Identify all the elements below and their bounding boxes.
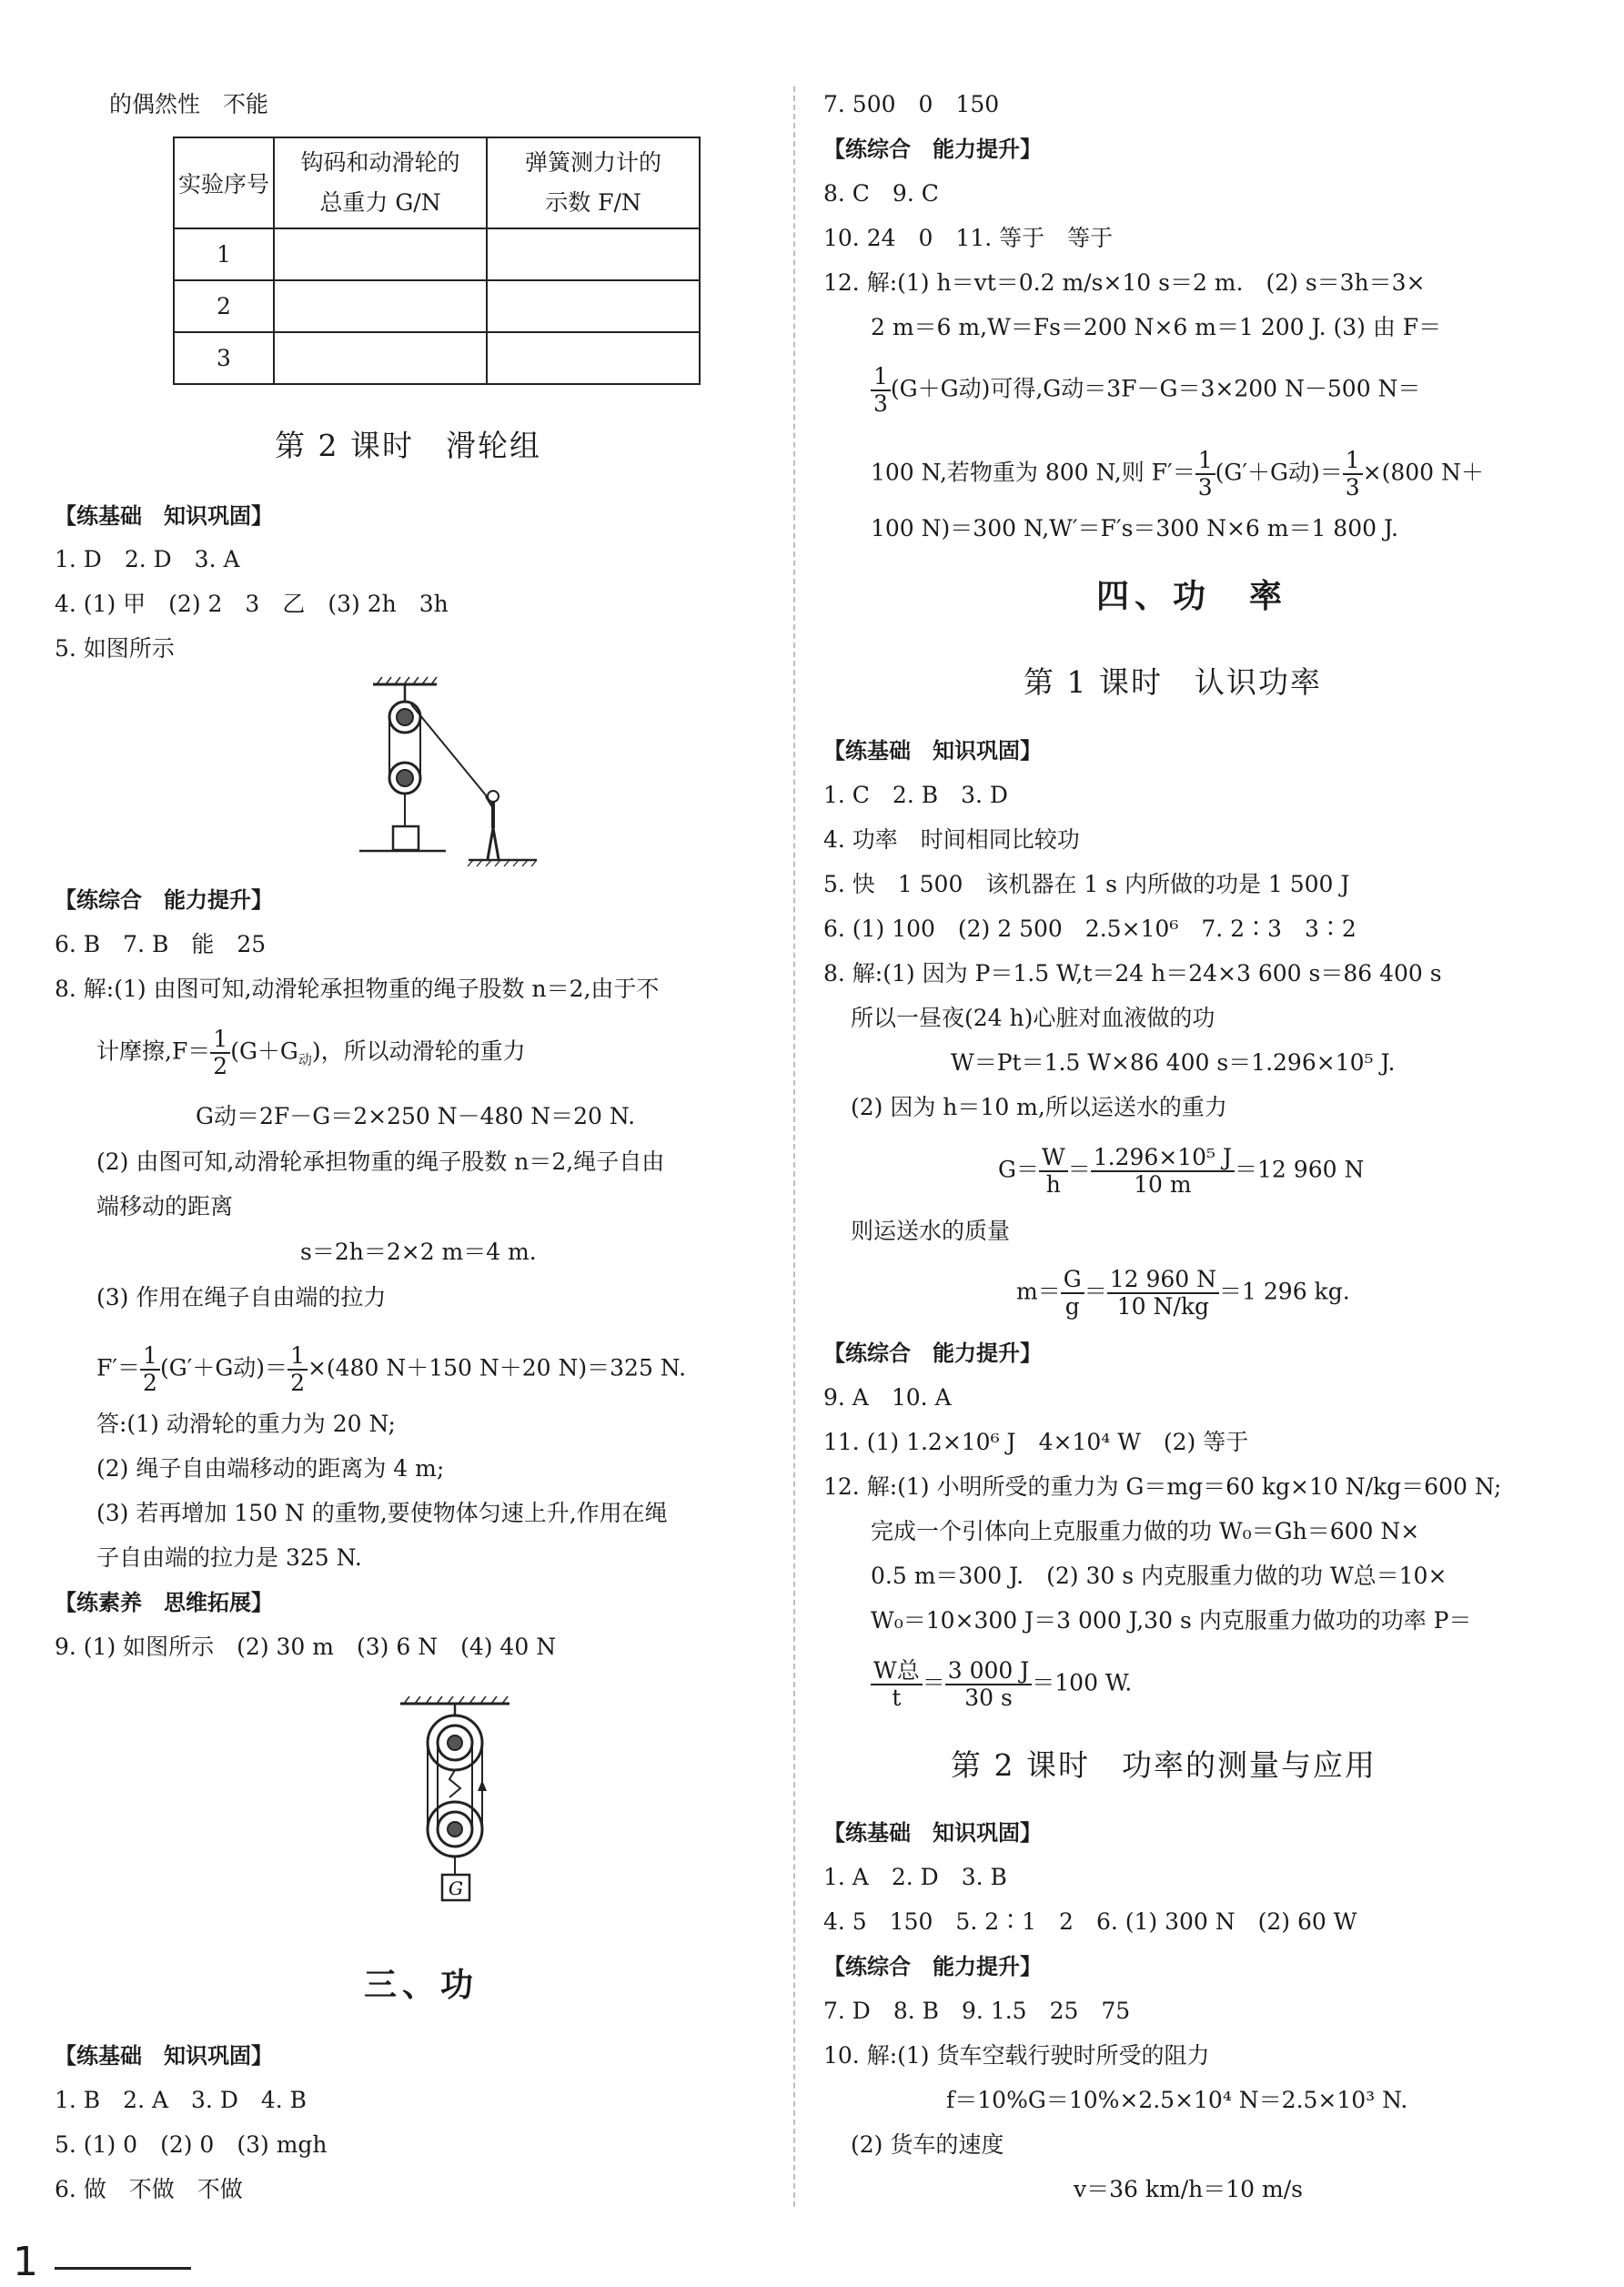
pulley-figure-block (391, 1693, 519, 1911)
subscript: 动 (298, 1051, 312, 1068)
section-heading: 【练综合 能力提升】 (823, 137, 1042, 162)
answer-line: 8. 解:(1) 由图可知,动滑轮承担物重的绳子股数 n＝2,由于不 (55, 976, 660, 1002)
formula-text: (G′＋G动)＝ (1215, 459, 1343, 486)
fraction (1107, 1267, 1219, 1320)
answer-line: 则运送水的质量 (851, 1218, 1011, 1244)
table-cell: 2 (174, 280, 274, 332)
denominator: 10 N/kg (1116, 1293, 1209, 1320)
fraction (1195, 448, 1215, 501)
formula-text: ＝100 W. (1032, 1669, 1133, 1696)
denominator: 2 (290, 1370, 305, 1396)
answer-line: 4. 5 150 5. 2∶1 2 6. (1) 300 N (2) 60 W (823, 1908, 1357, 1935)
table-cell (274, 228, 487, 280)
formula-text: 100 N,若物重为 800 N,则 F′＝ (871, 459, 1195, 486)
formula-text: (G＋G动)可得,G动＝3F－G＝3×200 N－500 N＝ (890, 375, 1421, 402)
header-line: 钩码和动滑轮的 (300, 149, 460, 176)
table-cell (487, 280, 700, 332)
section-heading: 【练综合 能力提升】 (823, 1341, 1042, 1366)
answer-line: 100 N)＝300 N,W′＝F′s＝300 N×6 m＝1 800 J. (871, 515, 1398, 541)
answer-line: 2 m＝6 m,W＝Fs＝200 N×6 m＝1 200 J. (3) 由 F＝ (871, 314, 1442, 340)
answer-line: 完成一个引体向上克服重力做的功 W₀＝Gh＝600 N× (871, 1518, 1420, 1544)
denominator: 2 (213, 1053, 228, 1079)
answer-line: 9. (1) 如图所示 (2) 30 m (3) 6 N (4) 40 N (55, 1634, 557, 1660)
lesson-title: 第 2 课时 功率的测量与应用 (951, 1747, 1377, 1783)
formula-line (871, 364, 1420, 417)
experiment-table (173, 137, 701, 385)
answer-line: 1. D 2. D 3. A (55, 546, 240, 572)
answer-line: (2) 由图可知,动滑轮承担物重的绳子股数 n＝2,绳子自由 (96, 1149, 665, 1175)
table-header-index: 实验序号 (174, 137, 274, 228)
answer-line: 端移动的距离 (96, 1193, 234, 1219)
denominator: 3 (1345, 474, 1360, 501)
answer-line: 10. 解:(1) 货车空载行驶时所受的阻力 (823, 2042, 1210, 2069)
formula-text: ×(480 N＋150 N＋20 N)＝325 N. (307, 1354, 687, 1381)
formula-line: $\frac{\text{W总}}{t}$ ＝ $\frac{3 000 J}{30 s}$ ＝100 W. (871, 1658, 1132, 1711)
column-divider (793, 86, 795, 2207)
numerator: W总 (871, 1658, 923, 1685)
table-row (174, 228, 700, 280)
lesson-title: 第 1 课时 认识功率 (1024, 664, 1322, 700)
answer-line: 12. 解:(1) 小明所受的重力为 G＝mg＝60 kg×10 N/kg＝600 N; (823, 1473, 1502, 1500)
answer-line: 5. 快 1 500 该机器在 1 s 内所做的功是 1 500 J (823, 871, 1350, 897)
formula-line (871, 448, 1484, 501)
answer-line: 1. A 2. D 3. B (823, 1864, 1007, 1890)
section-heading: 【练基础 知识巩固】 (823, 738, 1042, 764)
section-heading: 【练综合 能力提升】 (55, 887, 273, 913)
answer-line: (2) 绳子自由端移动的距离为 4 m; (96, 1455, 445, 1482)
numerator: 1 (871, 364, 891, 391)
answer-line: (3) 若再增加 150 N 的重物,要使物体匀速上升,作用在绳 (96, 1500, 668, 1526)
denominator: g (1064, 1293, 1080, 1320)
lesson-title: 第 2 课时 滑轮组 (275, 428, 541, 463)
numerator: 1 (287, 1343, 308, 1371)
numerator: G (1061, 1267, 1084, 1294)
formula-line: s＝2h＝2×2 m＝4 m. (300, 1239, 537, 1265)
answer-line: 7. 500 0 150 (823, 91, 1000, 117)
answer-line: (2) 因为 h＝10 m,所以运送水的重力 (851, 1094, 1227, 1120)
chapter-title: 三、功 (364, 1967, 479, 2004)
answer-line: 6. 做 不做 不做 (55, 2176, 243, 2202)
formula-text: ×(800 N＋ (1362, 459, 1484, 486)
formula-line: f＝10%G＝10%×2.5×10⁴ N＝2.5×10³ N. (946, 2087, 1408, 2113)
weight-label: G (449, 1877, 463, 1899)
table-cell (487, 228, 700, 280)
table-header-total-weight (274, 137, 487, 228)
answer-line: 1. B 2. A 3. D 4. B (55, 2087, 308, 2113)
fraction (1061, 1267, 1084, 1320)
formula-line (96, 1343, 686, 1396)
formula-text: (G＋G (230, 1037, 298, 1065)
answer-line: W₀＝10×300 J＝3 000 J,30 s 内克服重力做功的功率 P＝ (871, 1607, 1472, 1634)
fraction (1091, 1145, 1235, 1198)
answer-line: 9. A 10. A (823, 1384, 952, 1411)
header-line: 总重力 G/N (319, 189, 441, 216)
fraction (1343, 448, 1363, 501)
page-footer-rule (55, 2267, 191, 2270)
answer-line: 6. B 7. B 能 25 (55, 931, 267, 957)
pulley-figure-person (355, 673, 573, 874)
answer-line: 12. 解:(1) h＝vt＝0.2 m/s×10 s＝2 m. (2) s＝3h＝3× (823, 269, 1426, 296)
answer-line: 答:(1) 动滑轮的重力为 20 N; (96, 1411, 396, 1437)
table-row (174, 332, 700, 384)
formula-line: G＝ $\frac{W}{h}$ ＝ $\frac{\text{1.296×10⁵ J}}{10 m}$ ＝12 960 N (998, 1144, 1365, 1198)
denominator: 2 (143, 1370, 157, 1396)
table-header-spring-reading (487, 137, 700, 228)
page-number: 1 (13, 2239, 38, 2285)
numerator: W (1039, 1145, 1068, 1172)
fraction (210, 1027, 230, 1079)
answer-line: 8. C 9. C (823, 180, 939, 207)
fraction (871, 364, 891, 417)
formula-text: ＝1 296 kg. (1219, 1278, 1350, 1305)
fraction (287, 1343, 308, 1396)
section-heading: 【练素养 思维拓展】 (55, 1590, 273, 1615)
table-row (174, 280, 700, 332)
table-cell: 1 (174, 228, 274, 280)
numerator: 3 000 J (945, 1658, 1033, 1685)
numerator: 12 960 N (1107, 1267, 1219, 1294)
answer-line: 11. (1) 1.2×10⁶ J 4×10⁴ W (2) 等于 (823, 1429, 1249, 1455)
answer-line: 10. 24 0 11. 等于 等于 (823, 225, 1114, 251)
denominator: 3 (873, 390, 888, 417)
table-cell (274, 332, 487, 384)
answer-line: 4. 功率 时间相同比较功 (823, 826, 1080, 853)
formula-line: v＝36 km/h＝10 m/s (1074, 2176, 1303, 2202)
table-cell: 3 (174, 332, 274, 384)
section-heading: 【练综合 能力提升】 (823, 1954, 1042, 1979)
numerator: 1 (210, 1027, 230, 1054)
formula-text: )，所以动滑轮的重力 (311, 1037, 526, 1065)
formula-text: 计摩擦,F＝ (96, 1037, 211, 1065)
answer-line: 8. 解:(1) 因为 P＝1.5 W,t＝24 h＝24×3 600 s＝86 400 s (823, 960, 1442, 987)
table-cell (487, 332, 700, 384)
formula-text: m＝ (1016, 1278, 1061, 1305)
formula-line: m＝ $\frac{G}{g}$ ＝ $\frac{12 960 N}{10 N/kg}$ ＝1 296 kg. (1016, 1266, 1350, 1320)
numerator: 1 (140, 1343, 160, 1371)
numerator: 1.296×10⁵ J (1091, 1145, 1235, 1172)
answer-line: (2) 货车的速度 (851, 2131, 1004, 2158)
section-heading: 【练基础 知识巩固】 (55, 2043, 273, 2069)
fraction (871, 1658, 923, 1711)
answer-line: 7. D 8. B 9. 1.5 25 75 (823, 1998, 1131, 2024)
denominator: 10 m (1134, 1171, 1192, 1198)
formula-text: ＝12 960 N (1235, 1156, 1365, 1183)
answer-line: 所以一昼夜(24 h)心脏对血液做的功 (851, 1005, 1215, 1031)
denominator: h (1045, 1171, 1061, 1198)
answer-line: 子自由端的拉力是 325 N. (96, 1544, 362, 1571)
fraction (1039, 1145, 1068, 1198)
section-heading: 【练基础 知识巩固】 (823, 1820, 1042, 1846)
fraction (140, 1343, 160, 1396)
fraction (945, 1658, 1033, 1711)
formula-text: F′＝ (96, 1354, 141, 1381)
formula-line: G动＝2F－G＝2×250 N－480 N＝20 N. (196, 1103, 636, 1129)
answer-line: 5. 如图所示 (55, 635, 175, 662)
formula-text: (G′＋G动)＝ (159, 1354, 288, 1381)
denominator: 3 (1197, 474, 1213, 501)
section-heading: 【练基础 知识巩固】 (55, 503, 273, 529)
header-line: 弹簧测力计的 (524, 149, 661, 176)
denominator: t (892, 1685, 902, 1711)
answer-line: 1. C 2. B 3. D (823, 782, 1008, 808)
answer-line: 6. (1) 100 (2) 2 500 2.5×10⁶ 7. 2∶3 3∶2 (823, 916, 1357, 942)
formula-line: W＝Pt＝1.5 W×86 400 s＝1.296×10⁵ J. (951, 1049, 1396, 1076)
table-cell (274, 280, 487, 332)
numerator: 1 (1343, 448, 1363, 475)
answer-line: 0.5 m＝300 J. (2) 30 s 内克服重力做的功 W总＝10× (871, 1563, 1447, 1589)
text-line: 的偶然性 不能 (109, 91, 269, 117)
answer-line: 4. (1) 甲 (2) 2 3 乙 (3) 2h 3h (55, 591, 449, 617)
numerator: 1 (1195, 448, 1215, 475)
answer-line: (3) 作用在绳子自由端的拉力 (96, 1284, 387, 1310)
formula-text: G＝ (998, 1156, 1039, 1183)
chapter-title: 四、功 率 (1096, 578, 1288, 615)
denominator: 30 s (964, 1685, 1013, 1711)
answer-line: 5. (1) 0 (2) 0 (3) mgh (55, 2131, 328, 2158)
formula-line (96, 1027, 526, 1079)
header-line: 示数 F/N (545, 189, 641, 216)
